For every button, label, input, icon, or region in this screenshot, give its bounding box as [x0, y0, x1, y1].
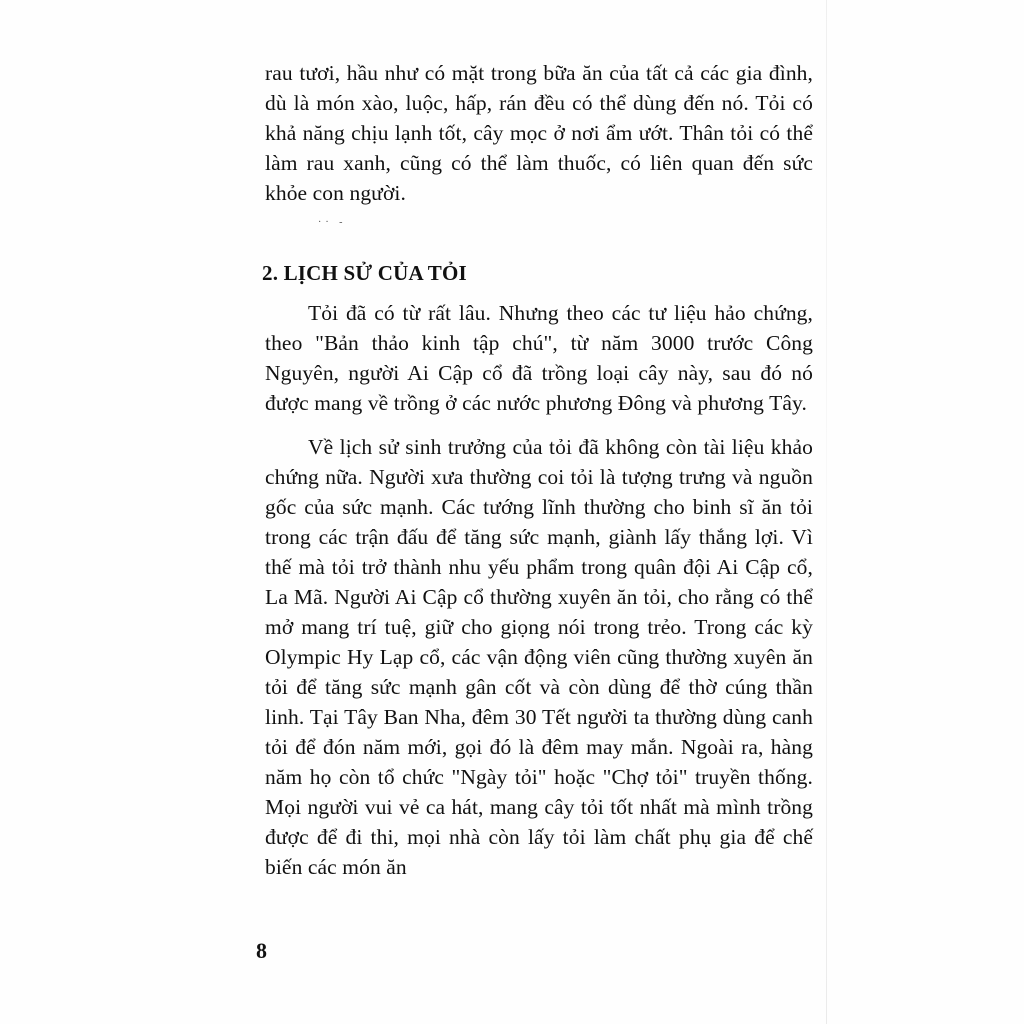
- body-paragraph-1: Tỏi đã có từ rất lâu. Nhưng theo các tư liệu hảo chứng, theo "Bản thảo kinh tập chú", từ năm 3000 trước Công Nguyên, người Ai Cập cổ đã trồng loại cây này, sau đó nó được mang về trồng ở các nước phương Đông và phương Tây.: [265, 301, 813, 415]
- intro-text-block: [265, 58, 813, 208]
- section-body: [265, 298, 813, 896]
- body-paragraph-2: Về lịch sử sinh trưởng của tỏi đã không còn tài liệu khảo chứng nữa. Người xưa thường coi tỏi là tượng trưng và nguồn gốc của sức mạnh. Các tướng lĩnh thường cho binh sĩ ăn tỏi trong các trận đấu để tăng sức mạnh, giành lấy thắng lợi. Vì thế mà tỏi trở thành nhu yếu phẩm trong quân đội Ai Cập cổ, La Mã. Người Ai Cập cổ thường xuyên ăn tỏi, cho rằng có thể mở mang trí tuệ, giữ cho giọng nói trong trẻo. Trong các kỳ Olympic Hy Lạp cổ, các vận động viên cũng thường xuyên ăn tỏi để tăng sức mạnh gân cốt và còn dùng để thờ cúng thần linh. Tại Tây Ban Nha, đêm 30 Tết người ta thường dùng canh tỏi để đón năm mới, gọi đó là đêm may mắn. Ngoài ra, hàng năm họ còn tổ chức "Ngày tỏi" hoặc "Chợ tỏi" truyền thống. Mọi người vui vẻ ca hát, mang cây tỏi tốt nhất mà mình trồng được để đi thi, mọi nhà còn lấy tỏi làm chất phụ gia để chế biến các món ăn: [265, 435, 813, 879]
- intro-paragraph: rau tươi, hầu như có mặt trong bữa ăn của tất cả các gia đình, dù là món xào, luộc, hấp, rán đều có thể dùng đến nó. Tỏi có khả năng chịu lạnh tốt, cây mọc ở nơi ẩm ướt. Thân tỏi có thể làm rau xanh, cũng có thể làm thuốc, có liên quan đến sức khỏe con người.: [265, 61, 813, 205]
- section-title: 2. LỊCH SỬ CỦA TỎI: [262, 261, 467, 285]
- ink-smudge-mark: ·· -: [318, 217, 347, 228]
- page-edge-divider: [826, 0, 827, 1024]
- page-number: 8: [256, 938, 267, 963]
